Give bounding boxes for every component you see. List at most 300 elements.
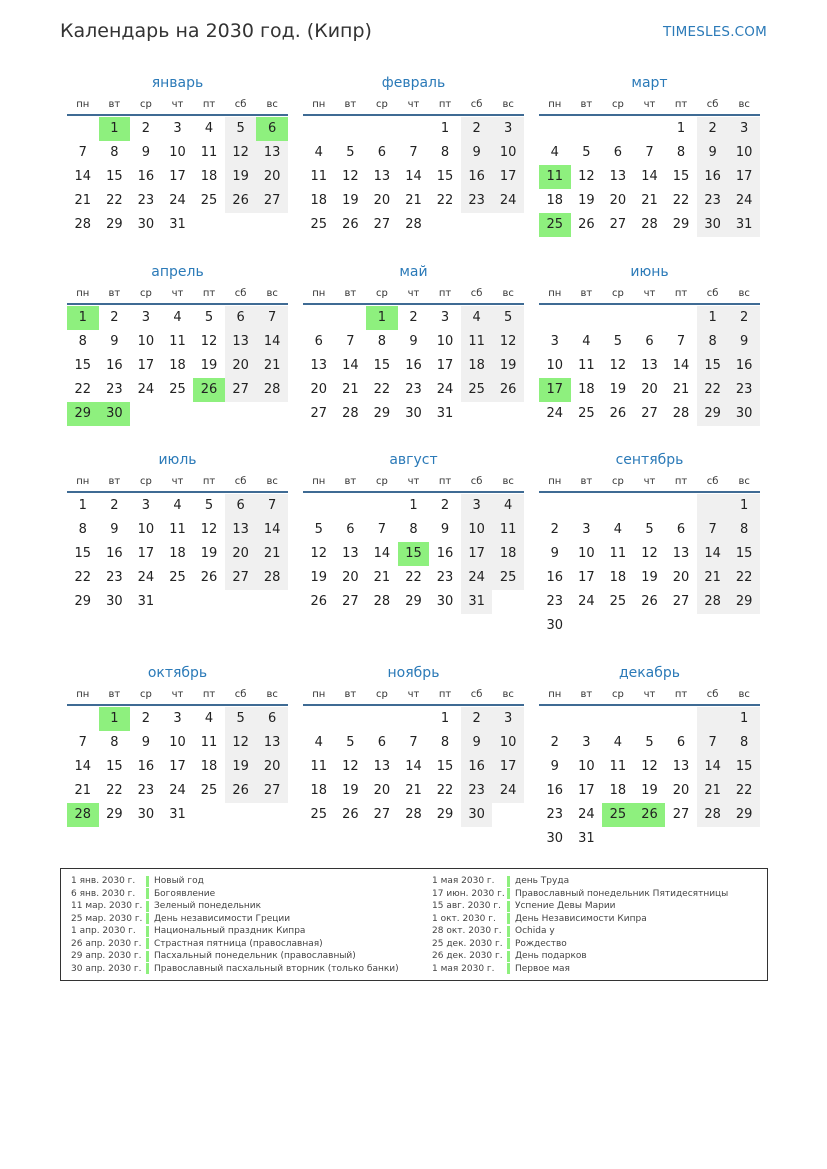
- day-cell: 27: [225, 378, 257, 402]
- day-cell: 16: [697, 165, 729, 189]
- day-cell: 23: [106, 382, 123, 397]
- day-cell: 13: [672, 546, 690, 561]
- weekday-label: вс: [738, 689, 750, 700]
- legend-row: [432, 900, 728, 913]
- day-cell: 13: [310, 358, 328, 373]
- day-cell: 10: [578, 759, 595, 774]
- day-cell: 11: [609, 759, 627, 774]
- day-cell: 25: [200, 193, 218, 208]
- weekday-label: ср: [139, 288, 152, 299]
- weekday-label: пн: [548, 99, 562, 110]
- day-cell: 24: [578, 594, 595, 609]
- month-name: ноябрь: [387, 665, 440, 681]
- empty-cell: [225, 402, 257, 426]
- weekday-header: [539, 471, 760, 493]
- day-cell: 2: [110, 498, 119, 513]
- day-cell: 10: [546, 358, 564, 373]
- weekday-label: пн: [76, 476, 90, 487]
- month-block: [539, 449, 760, 638]
- day-cell: 12: [578, 169, 595, 184]
- day-cell: 1: [78, 498, 87, 513]
- empty-cell: [492, 590, 524, 614]
- empty-cell: [571, 117, 603, 141]
- weekday-label: сб: [234, 689, 247, 700]
- day-cell: 30: [728, 402, 760, 426]
- day-cell: 14: [405, 169, 422, 184]
- day-cell: 20: [256, 755, 288, 779]
- day-cell: 6: [377, 145, 387, 160]
- day-cell: 19: [342, 193, 359, 208]
- empty-cell: [539, 117, 571, 141]
- day-cell: 21: [697, 779, 729, 803]
- day-cell: 19: [609, 382, 627, 397]
- day-cell: 3: [582, 522, 591, 537]
- holiday-marker: [146, 951, 149, 962]
- day-cell: 23: [546, 594, 564, 609]
- legend-row: [71, 925, 399, 938]
- empty-cell: [303, 707, 335, 731]
- empty-cell: [492, 402, 524, 426]
- day-cell: 5: [346, 145, 355, 160]
- weekday-label: вс: [502, 99, 514, 110]
- day-cell: 4: [582, 334, 591, 349]
- day-cell: 28: [342, 406, 359, 421]
- weekday-label: пн: [76, 689, 90, 700]
- day-cell: 12: [492, 330, 524, 354]
- day-cell: 1: [99, 707, 131, 731]
- day-cell: 16: [461, 165, 493, 189]
- weekday-label: сб: [706, 689, 719, 700]
- day-cell: 6: [645, 334, 654, 349]
- empty-cell: [256, 402, 288, 426]
- day-cell: 24: [578, 807, 595, 822]
- day-cell: 14: [405, 759, 422, 774]
- weekday-label: пн: [76, 288, 90, 299]
- weekday-label: пт: [438, 288, 452, 299]
- day-cell: 8: [697, 330, 729, 354]
- day-cell: 27: [256, 779, 288, 803]
- weekday-label: вт: [580, 288, 593, 299]
- day-cell: 26: [634, 803, 666, 827]
- holiday-name: Пасхальный понедельник (православный): [154, 951, 356, 962]
- day-cell: 15: [436, 169, 454, 184]
- day-cell: 26: [310, 594, 328, 609]
- holiday-date: 26 дек. 2030 г.: [432, 951, 503, 962]
- holiday-marker: [507, 938, 510, 949]
- weekday-label: вт: [344, 99, 357, 110]
- day-cell: 31: [137, 594, 155, 609]
- day-cell: 18: [310, 783, 328, 798]
- day-cell: 3: [728, 117, 760, 141]
- day-cell: 5: [225, 117, 257, 141]
- day-cell: 16: [461, 755, 493, 779]
- holiday-date: 1 мая 2030 г.: [432, 876, 495, 887]
- day-cell: 26: [193, 378, 225, 402]
- day-cell: 10: [728, 141, 760, 165]
- empty-cell: [665, 494, 697, 518]
- empty-cell: [335, 707, 367, 731]
- day-cell: 3: [173, 711, 182, 726]
- day-cell: 17: [169, 169, 186, 184]
- day-cell: 29: [672, 217, 690, 232]
- weekday-label: ср: [375, 288, 388, 299]
- empty-cell: [366, 707, 398, 731]
- day-cell: 25: [461, 378, 493, 402]
- day-cell: 29: [74, 594, 92, 609]
- empty-cell: [539, 707, 571, 731]
- day-cell: 12: [225, 141, 257, 165]
- page-title: Календарь на 2030 год. (Кипр): [60, 20, 372, 42]
- empty-cell: [571, 306, 603, 330]
- day-cell: 20: [672, 783, 690, 798]
- weekday-label: вт: [344, 476, 357, 487]
- day-cell: 5: [204, 310, 214, 325]
- day-cell: 28: [672, 406, 690, 421]
- day-cell: 21: [256, 354, 288, 378]
- day-cell: 24: [137, 570, 155, 585]
- day-cell: 7: [78, 735, 87, 750]
- day-cell: 7: [78, 145, 87, 160]
- day-cell: 20: [225, 542, 257, 566]
- day-cell: 17: [728, 165, 760, 189]
- day-cell: 1: [728, 707, 760, 731]
- empty-cell: [602, 614, 634, 638]
- day-cell: 9: [728, 330, 760, 354]
- day-cell: 27: [609, 217, 627, 232]
- weekday-label: сб: [470, 288, 483, 299]
- day-cell: 12: [200, 334, 218, 349]
- day-cell: 26: [641, 594, 658, 609]
- day-cell: 23: [436, 570, 454, 585]
- day-cell: 8: [78, 522, 87, 537]
- day-cell: 13: [256, 141, 288, 165]
- day-cell: 29: [373, 406, 391, 421]
- day-cell: 11: [310, 169, 328, 184]
- day-cell: 26: [342, 217, 359, 232]
- holiday-marker: [146, 876, 149, 887]
- day-cell: 23: [546, 807, 564, 822]
- day-cell: 6: [346, 522, 355, 537]
- day-cell: 8: [728, 518, 760, 542]
- day-cell: 31: [436, 406, 454, 421]
- holiday-name: Успение Девы Марии: [515, 901, 616, 912]
- day-cell: 28: [697, 803, 729, 827]
- weekday-label: сб: [234, 476, 247, 487]
- day-cell: 26: [609, 406, 627, 421]
- day-cell: 3: [550, 334, 559, 349]
- day-cell: 11: [169, 522, 186, 537]
- weekday-label: пт: [202, 476, 216, 487]
- day-cell: 17: [169, 759, 186, 774]
- holiday-name: Богоявление: [154, 888, 216, 899]
- day-cell: 19: [641, 783, 658, 798]
- day-cell: 6: [225, 494, 257, 518]
- holiday-marker: [146, 938, 149, 949]
- day-cell: 10: [137, 522, 155, 537]
- empty-cell: [697, 614, 729, 638]
- month-name: май: [399, 264, 428, 280]
- day-cell: 17: [137, 546, 155, 561]
- day-grid: [67, 306, 288, 426]
- weekday-label: сб: [706, 476, 719, 487]
- weekday-label: пт: [438, 476, 452, 487]
- empty-cell: [67, 117, 99, 141]
- day-cell: 31: [578, 831, 595, 846]
- day-cell: 10: [578, 546, 595, 561]
- day-cell: 7: [697, 518, 729, 542]
- weekday-label: ср: [139, 689, 152, 700]
- weekday-header: [539, 283, 760, 305]
- day-cell: 24: [137, 382, 155, 397]
- day-cell: 12: [609, 358, 627, 373]
- day-cell: 27: [256, 189, 288, 213]
- empty-cell: [366, 494, 398, 518]
- day-cell: 6: [377, 735, 387, 750]
- weekday-label: пн: [548, 689, 562, 700]
- day-cell: 16: [106, 358, 123, 373]
- day-grid: [303, 707, 524, 827]
- day-cell: 2: [461, 707, 493, 731]
- day-cell: 14: [697, 542, 729, 566]
- month-block: [67, 72, 288, 237]
- empty-cell: [461, 402, 493, 426]
- weekday-label: вс: [738, 476, 750, 487]
- weekday-label: чт: [171, 288, 184, 299]
- day-cell: 21: [697, 566, 729, 590]
- brand-link[interactable]: TIMESLES.COM: [663, 24, 767, 40]
- day-cell: 10: [169, 735, 186, 750]
- day-cell: 30: [461, 803, 493, 827]
- month-block: [303, 261, 524, 426]
- day-cell: 7: [346, 334, 355, 349]
- weekday-header: [67, 283, 288, 305]
- day-cell: 22: [405, 570, 422, 585]
- holiday-marker: [146, 913, 149, 924]
- day-cell: 19: [492, 354, 524, 378]
- day-cell: 21: [342, 382, 359, 397]
- weekday-label: вс: [502, 476, 514, 487]
- day-cell: 11: [200, 145, 218, 160]
- day-grid: [539, 117, 760, 237]
- weekday-label: ср: [375, 99, 388, 110]
- day-cell: 16: [546, 570, 564, 585]
- month-block: [539, 72, 760, 237]
- month-name: сентябрь: [615, 452, 684, 468]
- day-cell: 21: [256, 542, 288, 566]
- legend-row: [432, 963, 728, 976]
- day-cell: 9: [141, 145, 151, 160]
- day-cell: 10: [492, 141, 524, 165]
- legend-row: [432, 913, 728, 926]
- day-cell: 20: [342, 570, 359, 585]
- weekday-label: вс: [738, 99, 750, 110]
- weekday-label: вс: [738, 288, 750, 299]
- weekday-label: сб: [470, 689, 483, 700]
- holiday-name: День независимости Греции: [154, 913, 291, 924]
- day-cell: 24: [169, 783, 186, 798]
- holiday-date: 1 мая 2030 г.: [432, 963, 495, 974]
- day-cell: 28: [405, 217, 422, 232]
- legend-row: [432, 875, 728, 888]
- empty-cell: [303, 306, 335, 330]
- day-cell: 25: [200, 783, 218, 798]
- day-cell: 15: [436, 759, 454, 774]
- weekday-label: вс: [502, 689, 514, 700]
- day-cell: 16: [106, 546, 123, 561]
- empty-cell: [335, 494, 367, 518]
- day-cell: 3: [141, 498, 151, 513]
- holiday-date: 29 апр. 2030 г.: [71, 951, 142, 962]
- weekday-header: [67, 684, 288, 706]
- day-cell: 25: [539, 213, 571, 237]
- holiday-name: Страстная пятница (православная): [154, 938, 323, 949]
- day-cell: 30: [546, 831, 564, 846]
- day-cell: 28: [256, 378, 288, 402]
- day-cell: 10: [137, 334, 155, 349]
- day-cell: 4: [550, 145, 559, 160]
- weekday-label: пт: [202, 288, 216, 299]
- day-cell: 15: [728, 755, 760, 779]
- weekday-label: вт: [108, 689, 121, 700]
- day-cell: 4: [461, 306, 493, 330]
- day-cell: 11: [461, 330, 493, 354]
- day-cell: 13: [225, 518, 257, 542]
- month-block: [67, 449, 288, 614]
- day-cell: 13: [342, 546, 359, 561]
- day-cell: 10: [492, 731, 524, 755]
- month-name: август: [389, 452, 438, 468]
- empty-cell: [225, 803, 257, 827]
- day-cell: 2: [141, 121, 151, 136]
- legend-row: [71, 963, 399, 976]
- weekday-label: чт: [407, 476, 420, 487]
- day-cell: 4: [204, 711, 214, 726]
- month-name: декабрь: [618, 665, 681, 681]
- day-cell: 19: [225, 755, 257, 779]
- day-cell: 21: [405, 783, 422, 798]
- day-cell: 27: [342, 594, 359, 609]
- day-cell: 2: [697, 117, 729, 141]
- weekday-header: [303, 283, 524, 305]
- weekday-label: ср: [611, 99, 624, 110]
- day-cell: 9: [550, 759, 559, 774]
- day-cell: 17: [578, 570, 595, 585]
- day-cell: 6: [676, 522, 686, 537]
- day-cell: 24: [461, 566, 493, 590]
- holiday-date: 25 мар. 2030 г.: [71, 913, 143, 924]
- day-cell: 9: [141, 735, 151, 750]
- day-cell: 17: [137, 358, 155, 373]
- day-cell: 15: [106, 759, 123, 774]
- month-block: [303, 449, 524, 614]
- day-cell: 6: [314, 334, 323, 349]
- day-cell: 25: [310, 217, 328, 232]
- day-cell: 18: [200, 169, 218, 184]
- day-cell: 9: [550, 546, 559, 561]
- holiday-marker: [146, 888, 149, 899]
- day-cell: 9: [440, 522, 450, 537]
- day-cell: 2: [550, 522, 559, 537]
- day-cell: 17: [492, 165, 524, 189]
- weekday-label: вс: [266, 689, 278, 700]
- day-cell: 2: [141, 711, 151, 726]
- day-cell: 4: [314, 735, 323, 750]
- day-cell: 22: [697, 378, 729, 402]
- day-cell: 16: [546, 783, 564, 798]
- month-name: июль: [158, 452, 197, 468]
- weekday-header: [303, 94, 524, 116]
- day-cell: 5: [613, 334, 623, 349]
- holiday-marker: [507, 951, 510, 962]
- empty-cell: [366, 117, 398, 141]
- empty-cell: [571, 614, 603, 638]
- weekday-label: пн: [312, 476, 326, 487]
- empty-cell: [728, 614, 760, 638]
- day-cell: 15: [672, 169, 690, 184]
- day-cell: 24: [436, 382, 454, 397]
- day-cell: 15: [74, 546, 92, 561]
- weekday-header: [539, 94, 760, 116]
- day-grid: [539, 306, 760, 426]
- day-cell: 29: [106, 807, 123, 822]
- empty-cell: [303, 117, 335, 141]
- day-cell: 22: [74, 382, 92, 397]
- day-cell: 27: [225, 566, 257, 590]
- day-cell: 14: [342, 358, 359, 373]
- day-cell: 17: [539, 378, 571, 402]
- empty-cell: [492, 803, 524, 827]
- day-cell: 14: [256, 330, 288, 354]
- day-cell: 20: [225, 354, 257, 378]
- empty-cell: [539, 494, 571, 518]
- day-cell: 4: [492, 494, 524, 518]
- day-cell: 14: [641, 169, 658, 184]
- legend-row: [432, 950, 728, 963]
- weekday-header: [67, 94, 288, 116]
- holiday-marker: [507, 926, 510, 937]
- weekday-label: пт: [202, 689, 216, 700]
- holiday-marker: [507, 876, 510, 887]
- month-block: [67, 662, 288, 827]
- day-cell: 19: [200, 546, 218, 561]
- day-cell: 21: [405, 193, 422, 208]
- holiday-legend: [60, 868, 768, 981]
- holiday-name: день Труда: [515, 876, 570, 887]
- day-cell: 29: [436, 807, 454, 822]
- holiday-name: Ochida у: [515, 926, 555, 937]
- weekday-label: пт: [202, 99, 216, 110]
- empty-cell: [602, 707, 634, 731]
- holiday-marker: [146, 901, 149, 912]
- day-cell: 30: [106, 594, 123, 609]
- day-cell: 23: [137, 783, 155, 798]
- day-cell: 3: [492, 117, 524, 141]
- day-cell: 9: [461, 731, 493, 755]
- day-cell: 11: [609, 546, 627, 561]
- day-cell: 27: [641, 406, 658, 421]
- day-cell: 11: [539, 165, 571, 189]
- day-cell: 18: [200, 759, 218, 774]
- day-cell: 19: [200, 358, 218, 373]
- day-cell: 7: [676, 334, 686, 349]
- day-cell: 16: [137, 169, 155, 184]
- day-cell: 4: [613, 522, 623, 537]
- empty-cell: [130, 402, 162, 426]
- empty-cell: [193, 213, 225, 237]
- weekday-label: чт: [171, 689, 184, 700]
- holiday-marker: [507, 901, 510, 912]
- day-cell: 2: [409, 310, 418, 325]
